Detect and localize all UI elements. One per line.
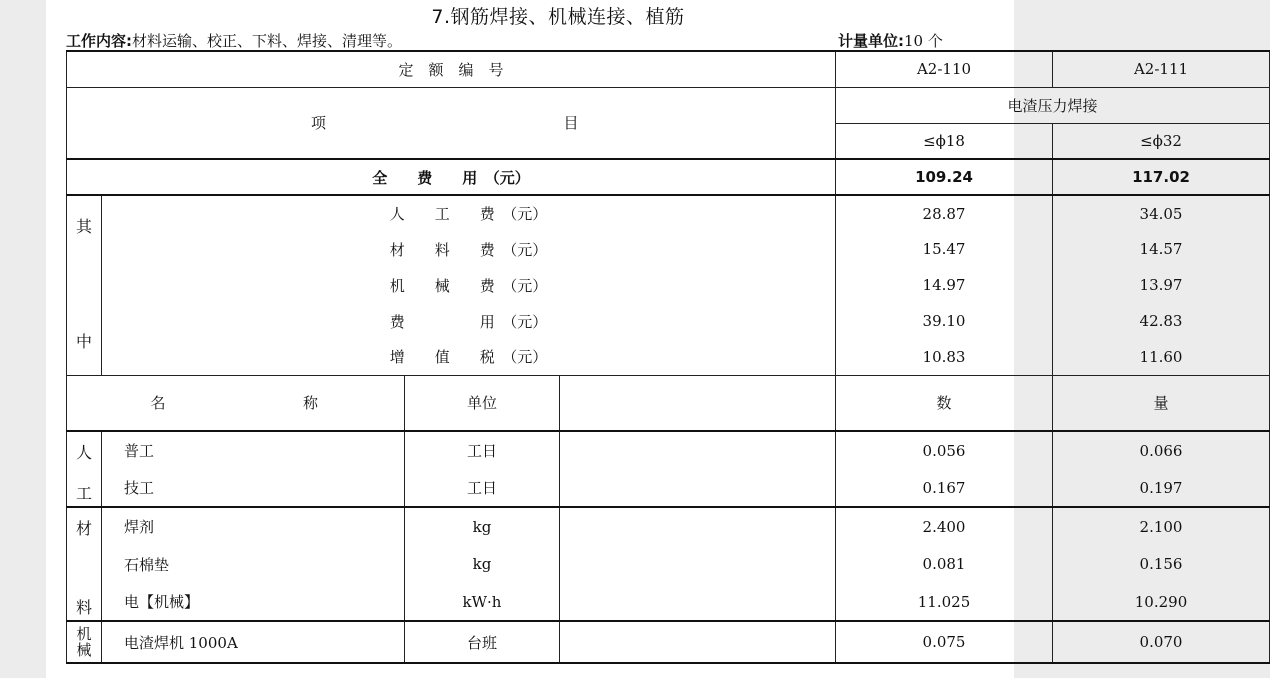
col-name-b: 称 — [302, 394, 318, 413]
total-row — [67, 159, 1270, 195]
total-label: 全 费 用 （元） — [67, 159, 836, 195]
group-side-char: 料 — [75, 598, 92, 617]
resource-unit: kg — [405, 507, 560, 545]
breakdown-row — [67, 303, 1270, 339]
group-side-material — [67, 507, 102, 621]
measure-unit-label: 计量单位: — [838, 32, 904, 50]
resource-unit: 台班 — [405, 621, 560, 663]
resource-qty: 0.056 — [836, 431, 1053, 469]
resource-qty: 11.025 — [836, 583, 1053, 621]
quota-number-label: 定 额 编 号 — [67, 51, 836, 87]
breakdown-row — [67, 195, 1270, 231]
resource-qty: 0.081 — [836, 545, 1053, 583]
resource-unit: 工日 — [405, 469, 560, 507]
breakdown-side-top: 其 — [75, 217, 92, 236]
resource-name: 电【机械】 — [102, 583, 405, 621]
resource-qty: 0.070 — [1053, 621, 1270, 663]
col-name-header — [67, 375, 405, 431]
resource-price-cell — [560, 469, 836, 507]
total-value-2: 117.02 — [1053, 159, 1270, 195]
resource-qty: 10.290 — [1053, 583, 1270, 621]
resource-qty: 0.066 — [1053, 431, 1270, 469]
breakdown-value: 28.87 — [836, 195, 1053, 231]
work-content-text: 材料运输、校正、下料、焊接、清理等。 — [132, 32, 403, 50]
group-side-char: 机 — [76, 625, 92, 643]
col-price-header — [560, 375, 836, 431]
column-header-row — [67, 375, 1270, 431]
group-side-machine — [67, 621, 102, 663]
page-title: 7.钢筋焊接、机械连接、植筋 — [431, 6, 685, 28]
resource-row — [67, 507, 1270, 545]
resource-name: 石棉垫 — [102, 545, 405, 583]
breakdown-label: 人 工 费 （元） — [102, 195, 836, 231]
quota-number-row — [67, 51, 1270, 87]
breakdown-value: 15.47 — [836, 231, 1053, 267]
resource-row — [67, 545, 1270, 583]
resource-qty: 0.167 — [836, 469, 1053, 507]
group-side-char: 械 — [76, 641, 92, 659]
col-name-a: 名 — [150, 394, 166, 413]
col-qty-b: 量 — [1053, 375, 1270, 431]
breakdown-label: 材 料 费 （元） — [102, 231, 836, 267]
resource-row — [67, 583, 1270, 621]
quota-code-1: A2-110 — [836, 51, 1053, 87]
total-value-1: 109.24 — [836, 159, 1053, 195]
work-content — [66, 30, 402, 51]
breakdown-row — [67, 267, 1270, 303]
resource-name: 普工 — [102, 431, 405, 469]
quota-code-2: A2-111 — [1053, 51, 1270, 87]
group-label: 电渣压力焊接 — [836, 87, 1270, 123]
spec-2: ≤ϕ32 — [1053, 123, 1270, 159]
breakdown-value: 14.97 — [836, 267, 1053, 303]
col-unit-header: 单位 — [405, 375, 560, 431]
group-side-char: 人 — [75, 443, 92, 462]
resource-price-cell — [560, 431, 836, 469]
resource-price-cell — [560, 507, 836, 545]
resource-unit: kW·h — [405, 583, 560, 621]
breakdown-value: 34.05 — [1053, 195, 1270, 231]
breakdown-label: 增 值 税 （元） — [102, 339, 836, 375]
resource-name: 焊剂 — [102, 507, 405, 545]
resource-row — [67, 431, 1270, 469]
breakdown-value: 39.10 — [836, 303, 1053, 339]
breakdown-label: 机 械 费 （元） — [102, 267, 836, 303]
measure-unit — [838, 30, 943, 51]
resource-price-cell — [560, 545, 836, 583]
resource-qty: 2.100 — [1053, 507, 1270, 545]
resource-row — [67, 621, 1270, 663]
resource-qty: 0.197 — [1053, 469, 1270, 507]
resource-unit: kg — [405, 545, 560, 583]
group-side-labor — [67, 431, 102, 507]
breakdown-row — [67, 339, 1270, 375]
resource-row — [67, 469, 1270, 507]
breakdown-label: 费 用 （元） — [102, 303, 836, 339]
col-qty-a: 数 — [836, 375, 1053, 431]
resource-price-cell — [560, 583, 836, 621]
resource-qty: 0.075 — [836, 621, 1053, 663]
resource-price-cell — [560, 621, 836, 663]
breakdown-value: 42.83 — [1053, 303, 1270, 339]
measure-unit-value: 10 个 — [904, 32, 943, 50]
resource-name: 电渣焊机 1000A — [102, 621, 405, 663]
work-content-label: 工作内容: — [66, 32, 132, 50]
breakdown-value: 11.60 — [1053, 339, 1270, 375]
quota-table — [66, 50, 1270, 664]
resource-qty: 2.400 — [836, 507, 1053, 545]
group-side-char: 工 — [75, 484, 92, 503]
resource-qty: 0.156 — [1053, 545, 1270, 583]
breakdown-side-label — [67, 195, 102, 375]
breakdown-side-bottom: 中 — [75, 332, 92, 351]
breakdown-value: 13.97 — [1053, 267, 1270, 303]
group-side-char: 材 — [75, 519, 92, 538]
spec-1: ≤ϕ18 — [836, 123, 1053, 159]
breakdown-value: 14.57 — [1053, 231, 1270, 267]
breakdown-row — [67, 231, 1270, 267]
breakdown-value: 10.83 — [836, 339, 1053, 375]
item-label-cell — [67, 87, 836, 159]
item-label-right: 目 — [563, 114, 579, 133]
resource-name: 技工 — [102, 469, 405, 507]
item-label-left: 项 — [311, 114, 327, 133]
resource-unit: 工日 — [405, 431, 560, 469]
item-header-row — [67, 87, 1270, 123]
